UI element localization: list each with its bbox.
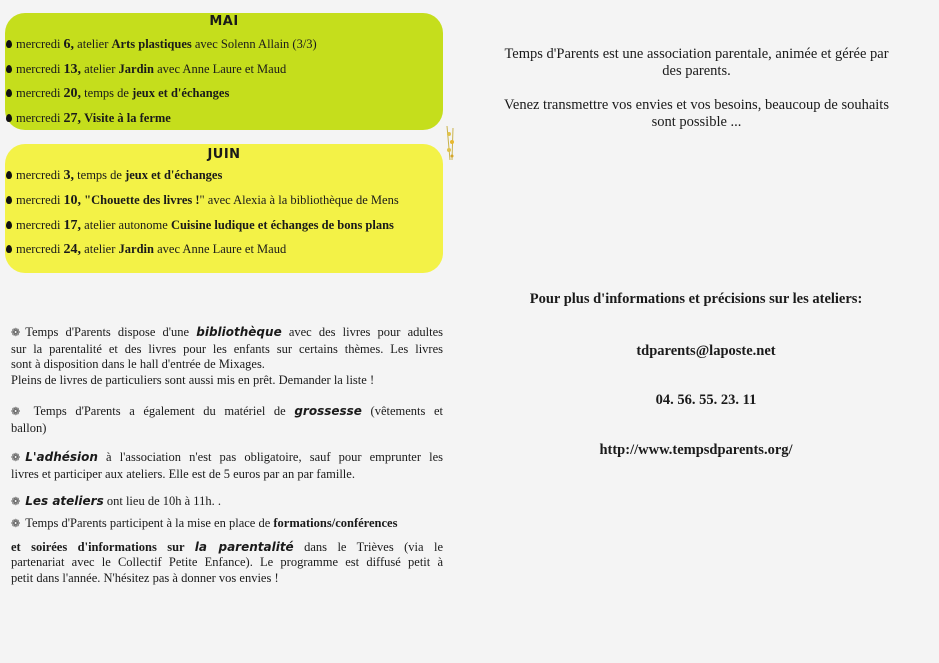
flower-bullet-icon: ❁ — [11, 452, 21, 464]
flower-bullet-icon: ❁ — [11, 496, 21, 508]
drop-bullet-icon — [6, 89, 12, 97]
contact-website-link[interactable]: http://www.tempsdparents.org/ — [599, 442, 793, 458]
drop-bullet-icon — [6, 114, 12, 122]
june-event-3: mercredi 17, atelier autonome Cuisine ludique et échanges de bons plans — [5, 217, 394, 234]
drop-bullet-icon — [6, 40, 12, 48]
info-trainings: ❁ Temps d'Parents participent à la mise en place de formations/conférences et soirées d'informations sur la parentalité dans le Trièves (via le partenariat avec le Collectif Petite Enfance). Le programme est diffusé petit à petit dans l'année. N'hésitez pas à donner vos envies ! — [11, 516, 443, 585]
drop-bullet-icon — [6, 65, 12, 73]
may-event-1: mercredi 6, atelier Arts plastiques avec Solenn Allain (3/3) — [5, 36, 317, 53]
info-pregnancy: ❁ Temps d'Parents a également du matériel de grossesse (vêtements et ballon) — [11, 404, 443, 435]
decorative-figure-icon — [443, 124, 457, 164]
june-event-2: mercredi 10, "Chouette des livres !" avec Alexia à la bibliothèque de Mens — [5, 192, 399, 209]
contact-email[interactable]: tdparents@laposte.net — [636, 343, 776, 359]
flower-bullet-icon: ❁ — [11, 406, 21, 418]
drop-bullet-icon — [6, 171, 12, 179]
info-library: ❁ Temps d'Parents dispose d'une bibliothèque avec des livres pour adultes sur la parentalité et des livres pour les enfants sur certains thèmes. Les livres sont à disposition dans le hall d'entrée de Mixages. Pleins de livres de particuliers sont aussi mis en prêt. Demander la liste ! — [11, 325, 444, 387]
may-event-3: mercredi 20, temps de jeux et d'échanges — [5, 85, 229, 102]
drop-bullet-icon — [6, 245, 12, 253]
flower-bullet-icon: ❁ — [11, 518, 21, 530]
contact-heading: Pour plus d'informations et précisions sur les ateliers: — [529, 291, 863, 307]
june-event-4: mercredi 24, atelier Jardin avec Anne Laure et Maud — [5, 241, 286, 258]
info-membership: ❁ L'adhésion à l'association n'est pas obligatoire, sauf pour emprunter les livres et participer aux ateliers. Elle est de 5 euros par an par famille. — [11, 450, 443, 481]
contact-phone: 04. 56. 55. 23. 11 — [655, 392, 757, 408]
june-heading: JUIN — [207, 147, 241, 162]
flower-bullet-icon: ❁ — [11, 327, 21, 339]
june-event-1: mercredi 3, temps de jeux et d'échanges — [5, 167, 222, 184]
drop-bullet-icon — [6, 196, 12, 204]
drop-bullet-icon — [6, 221, 12, 229]
june-schedule-box — [5, 144, 443, 273]
may-event-4: mercredi 27, Visite à la ferme — [5, 110, 171, 127]
info-workshops-time: ❁ Les ateliers ont lieu de 10h à 11h. . — [11, 494, 443, 511]
may-schedule-box — [5, 13, 443, 130]
may-heading: MAI — [209, 14, 239, 29]
may-event-2: mercredi 13, atelier Jardin avec Anne Laure et Maud — [5, 61, 286, 78]
intro-text: Temps d'Parents est une association parentale, animée et gérée par des parents. Venez transmettre vos envies et vos besoins, beaucoup de souhaits sont possible ... — [504, 46, 889, 130]
